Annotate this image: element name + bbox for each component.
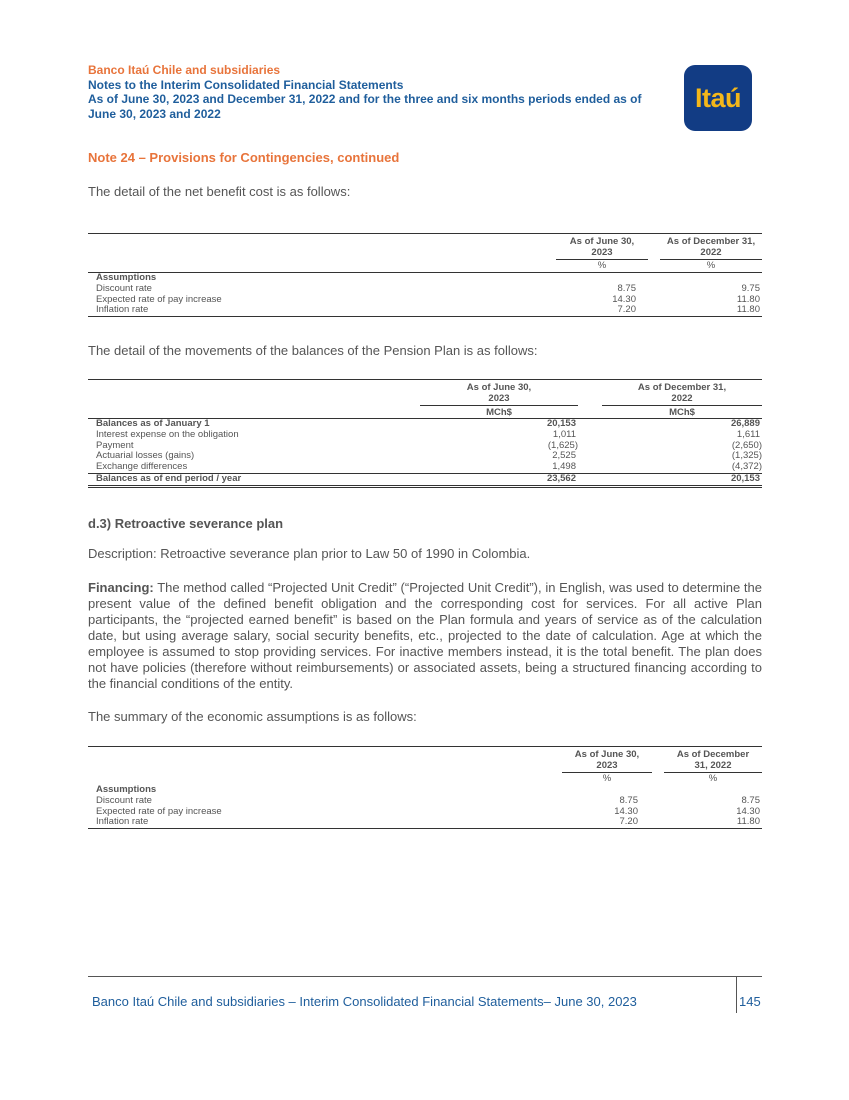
col1-unit: %: [602, 773, 612, 784]
row-label: Balances as of January 1: [96, 418, 210, 429]
col1-header-a: As of June 30,: [466, 382, 532, 393]
pension-plan-table: [88, 379, 762, 488]
row-label: Exchange differences: [96, 461, 188, 473]
table-row: [88, 430, 762, 441]
row-value-2023: 20,153: [546, 418, 576, 429]
table-header: [88, 380, 762, 418]
row-value-2023: (1,625): [547, 439, 578, 451]
row-value-2022: 1,611: [736, 428, 760, 440]
table-row: [88, 807, 762, 818]
table-row: [88, 785, 762, 796]
row-value-2023: 14.30: [612, 293, 636, 305]
table-row: [88, 451, 762, 462]
net-benefit-table: [88, 233, 762, 317]
closing-balance-row: [88, 474, 762, 485]
itau-logo: [684, 65, 752, 131]
row-value-2022: (2,650): [731, 439, 762, 451]
row-value-2023: 1,498: [552, 461, 576, 473]
row-value-2023: 23,562: [546, 472, 576, 484]
row-value-2022: 11.80: [736, 293, 760, 305]
period-line-1: As of June 30, 2023 and December 31, 2022 and for the three and six months periods ended as of: [88, 92, 642, 106]
row-label: Expected rate of pay increase: [96, 293, 222, 305]
col2-header-b: 2022: [700, 247, 722, 258]
row-value-2023: 14.30: [614, 805, 638, 817]
footer-divider: [88, 976, 762, 977]
col2-header-a: As of December: [676, 749, 750, 760]
table-row: [88, 273, 762, 284]
intro-net-benefit: The detail of the net benefit cost is as follows:: [88, 184, 351, 199]
row-label: Expected rate of pay increase: [96, 805, 222, 817]
period-line-2: June 30, 2023 and 2022: [88, 106, 221, 121]
table-row: [88, 462, 762, 473]
col2-header-a: As of December 31,: [666, 236, 756, 247]
intro-pension-plan: The detail of the movements of the balances of the Pension Plan is as follows:: [88, 343, 538, 358]
row-value-2022: 14.30: [736, 805, 760, 817]
company-name: Banco Itaú Chile and subsidiaries: [88, 63, 281, 77]
row-label: Interest expense on the obligation: [96, 428, 239, 440]
row-value-2023: 1,011: [552, 428, 576, 440]
table-row: [88, 295, 762, 306]
col2-header-a: As of December 31,: [637, 382, 727, 393]
financing-paragraph: [88, 580, 762, 692]
row-label: Balances as of end period / year: [96, 472, 242, 484]
row-value-2022: 9.75: [741, 282, 760, 294]
table-row: [88, 796, 762, 807]
table-row: [88, 284, 762, 295]
table-header: [88, 747, 762, 785]
row-label: Inflation rate: [96, 304, 149, 316]
row-value-2023: 7.20: [617, 304, 636, 316]
table-row: [88, 817, 762, 828]
row-value-2022: 11.80: [736, 304, 760, 316]
section-subheading: d.3) Retroactive severance plan: [88, 516, 284, 531]
document-header: [88, 63, 678, 121]
row-value-2022: (1,325): [731, 450, 762, 462]
row-label: Discount rate: [96, 794, 152, 806]
col2-header-b: 31, 2022: [694, 760, 732, 771]
col1-header: [420, 382, 578, 404]
row-value-2022: 11.80: [736, 816, 760, 828]
col2-header: [660, 236, 762, 258]
financing-label: Financing:: [88, 580, 154, 595]
col1-header: [556, 236, 648, 258]
col1-unit: %: [597, 260, 607, 271]
col2-unit: %: [706, 260, 716, 271]
row-value-2022: (4,372): [731, 461, 762, 473]
section-label: Assumptions: [96, 272, 157, 283]
row-label: Inflation rate: [96, 816, 149, 828]
row-value-2022: 26,889: [730, 418, 760, 429]
col2-header: [602, 382, 762, 404]
col1-header: [562, 749, 652, 771]
row-label: Discount rate: [96, 282, 152, 294]
row-label: Payment: [96, 439, 134, 451]
row-value-2023: 7.20: [619, 816, 638, 828]
footer-text: Banco Itaú Chile and subsidiaries – Interim Consolidated Financial Statements– June 30, 2023: [92, 994, 637, 1009]
col1-header-b: 2023: [488, 393, 510, 404]
row-value-2023: 2,525: [552, 450, 576, 462]
col1-header-a: As of June 30,: [569, 236, 635, 247]
col1-header-b: 2023: [596, 760, 618, 771]
section-label: Assumptions: [96, 784, 157, 795]
row-value-2022: 20,153: [730, 472, 760, 484]
col1-unit: MCh$: [486, 407, 512, 418]
logo-text: Itaú: [694, 82, 741, 113]
col2-unit: MCh$: [669, 407, 695, 418]
description-paragraph: Description: Retroactive severance plan prior to Law 50 of 1990 in Colombia.: [88, 546, 531, 561]
financing-body: The method called “Projected Unit Credit” (“Projected Unit Credit”), in English, was used to determine the present value of the defined benefit obligation and the corresponding cost for services. For all active Plan participants, the “projected earned benefit” is based on the Plan formula and years of service as of the calculation date, but using average salary, social security benefits, etc., projected to the date of calculation. Age at which the employee is assumed to stop providing services. For inactive members instead, it is the total benefit. The plan does not have policies (therefore without reimbursements) or associated assets, being a structured financing according to the financial conditions of the entity.: [88, 580, 762, 691]
row-label: Actuarial losses (gains): [96, 450, 195, 462]
note-title: Note 24 – Provisions for Contingencies, continued: [88, 150, 400, 165]
col1-header-a: As of June 30,: [574, 749, 640, 760]
table-header: [88, 234, 762, 272]
row-value-2023: 8.75: [617, 282, 636, 294]
col2-header-b: 2022: [671, 393, 693, 404]
row-value-2023: 8.75: [619, 794, 638, 806]
col2-header: [664, 749, 762, 771]
row-value-2022: 8.75: [741, 794, 760, 806]
intro-economic-assumptions: The summary of the economic assumptions is as follows:: [88, 709, 417, 724]
page-number: 145: [739, 994, 761, 1009]
footer-separator: [736, 977, 737, 1013]
col2-unit: %: [708, 773, 718, 784]
notes-title: Notes to the Interim Consolidated Financial Statements: [88, 77, 404, 92]
col1-header-b: 2023: [591, 247, 613, 258]
table-row: [88, 305, 762, 316]
economic-assumptions-table: [88, 746, 762, 829]
